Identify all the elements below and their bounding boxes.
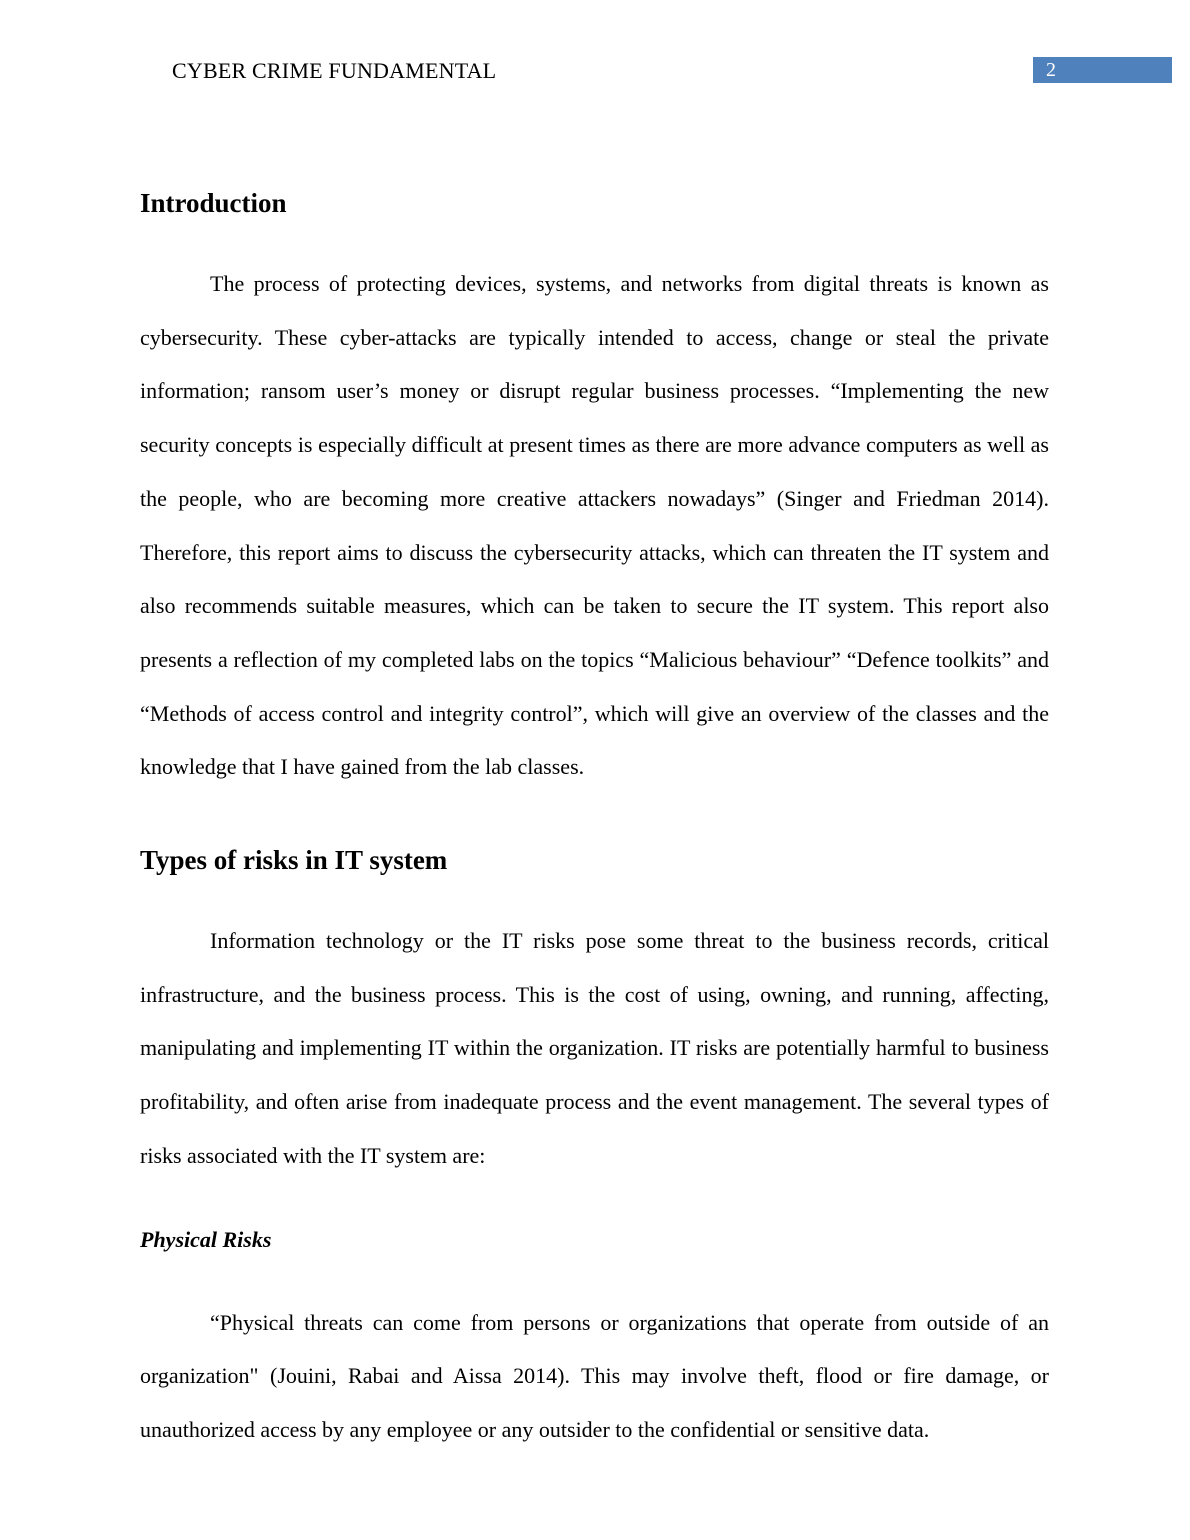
subheading-physical-risks: Physical Risks <box>140 1226 272 1252</box>
page-number: 2 <box>1046 59 1056 81</box>
page-number-badge <box>1033 57 1172 83</box>
document-body <box>140 182 1049 1457</box>
heading-types-of-risks: Types of risks in IT system <box>140 845 448 876</box>
heading-introduction: Introduction <box>140 188 287 218</box>
paragraph-types-of-risks: Information technology or the IT risks pose some threat to the business records, critical infrastructure, and the business process. This is the cost of using, owning, and running, affecting, manipulating and implementing IT within the organization. IT risks are potentially harmful to business profitability, and often arise from inadequate process and the event management. The several types of risks associated with the IT system are: <box>140 928 1049 1168</box>
running-head-title: CYBER CRIME FUNDAMENTAL <box>172 58 497 83</box>
paragraph-introduction: The process of protecting devices, systems, and networks from digital threats is known as cybersecurity. These cyber-attacks are typically intended to access, change or steal the private information; ransom user’s money or disrupt regular business processes. “Implementing the new security concepts is especially difficult at present times as there are more advance computers as well as the people, who are becoming more creative attackers nowadays” (Singer and Friedman 2014). Therefore, this report aims to discuss the cybersecurity attacks, which can threaten the IT system and also recommends suitable measures, which can be taken to secure the IT system. This report also presents a reflection of my completed labs on the topics “Malicious behaviour” “Defence toolkits” and “Methods of access control and integrity control”, which will give an overview of the classes and the knowledge that I have gained from the lab classes. <box>140 271 1049 780</box>
paragraph-physical-risks: “Physical threats can come from persons or organizations that operate from outside of an organization" (Jouini, Rabai and Aissa 2014). This may involve theft, flood or fire damage, or unauthorized access by any employee or any outsider to the confidential or sensitive data. <box>140 1309 1049 1442</box>
